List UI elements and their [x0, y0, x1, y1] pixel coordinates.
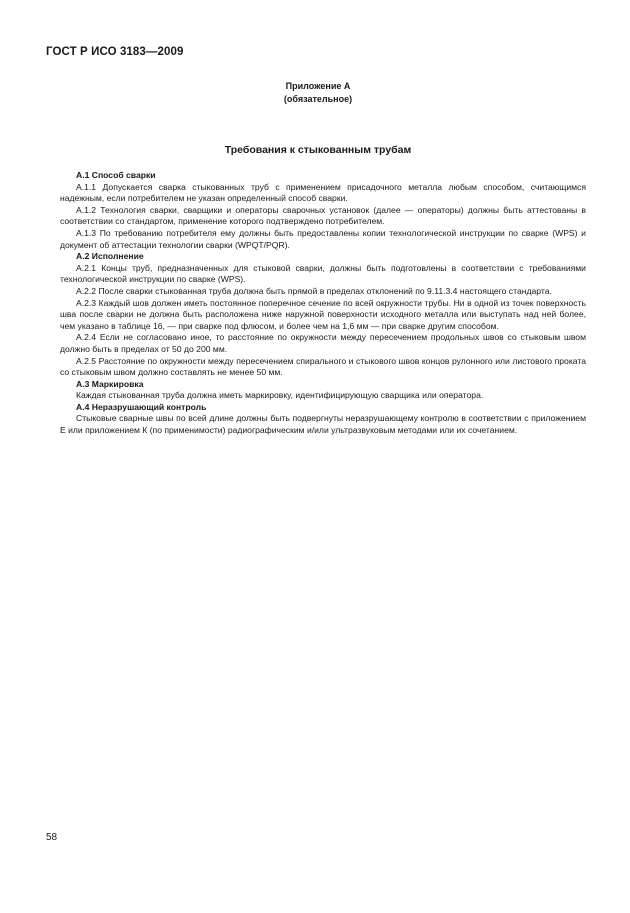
- paragraph-a2-4: А.2.4 Если не согласовано иное, то расстояние по окружности между пересечением продольных швов со стыковым швом должно быть в пределах от 50 до 200 мм.: [60, 332, 586, 354]
- paragraph-a2-5: А.2.5 Расстояние по окружности между пересечением спирального и стыкового швов концов рулонного или листового проката со стыковым швом должно составлять не менее 50 мм.: [60, 355, 586, 378]
- appendix-title: Требования к стыкованным трубам: [224, 144, 412, 156]
- section-heading-a2: А.2 Исполнение: [76, 251, 144, 262]
- appendix-status: (обязательное): [283, 94, 353, 104]
- paragraph-a1-2: А.1.2 Технология сварки, сварщики и операторы сварочных установок (далее — операторы) должны быть аттестованы в соответствии со стандартом, применение которого подтверждено потребителем.: [60, 204, 586, 227]
- paragraph-a2-2: А.2.2 После сварки стыкованная труба должна быть прямой в пределах отклонений по 9.11.3.4 настоящего стандарта.: [76, 285, 552, 296]
- page-number: 58: [46, 832, 58, 843]
- paragraph-a1-3: А.1.3 По требованию потребителя ему должны быть предоставлены копии технологической инструкции по сварке (WPS) и документ об аттестации технологии сварки (WPQT/PQR).: [60, 227, 586, 250]
- paragraph-a4: Стыковые сварные швы по всей длине должны быть подвергнуты неразрушающему контролю в соответствии с приложением Е или приложением К (по применимости) радиографическим и/или ультразвуковым методами или их сочетанием.: [60, 413, 586, 436]
- appendix-label: Приложение А: [285, 81, 351, 91]
- section-heading-a4: А.4 Неразрушающий контроль: [76, 401, 207, 412]
- document-body: [60, 170, 586, 437]
- paragraph-a3: Каждая стыкованная труба должна иметь маркировку, идентифицирующую сварщика или оператора.: [76, 390, 484, 401]
- paragraph-a1-1: А.1.1 Допускается сварка стыкованных труб с применением присадочного металла любым способом, считающимся надежным, если потребителем не указан определенный способ сварки.: [60, 181, 586, 204]
- section-heading-a3: А.3 Маркировка: [76, 378, 144, 389]
- paragraph-a2-1: А.2.1 Концы труб, предназначенных для стыковой сварки, должны быть подготовлены в соответствии с требованиями технологической инструкции по сварке (WPS).: [60, 262, 586, 285]
- appendix-heading: [0, 80, 630, 106]
- section-heading-a1: А.1 Способ сварки: [76, 170, 156, 180]
- document-id: ГОСТ Р ИСО 3183—2009: [46, 46, 184, 58]
- paragraph-a2-3: А.2.3 Каждый шов должен иметь постоянное поперечное сечение по всей окружности трубы. Ни в одной из точек поверхность шва после сварки не должна быть расположена ниже наружной поверхности исходного металла или выступать над ней более, чем указано в таблице 16, — при сварке под флюсом, и более чем на 1,6 мм — при сварке другим способом.: [60, 297, 586, 331]
